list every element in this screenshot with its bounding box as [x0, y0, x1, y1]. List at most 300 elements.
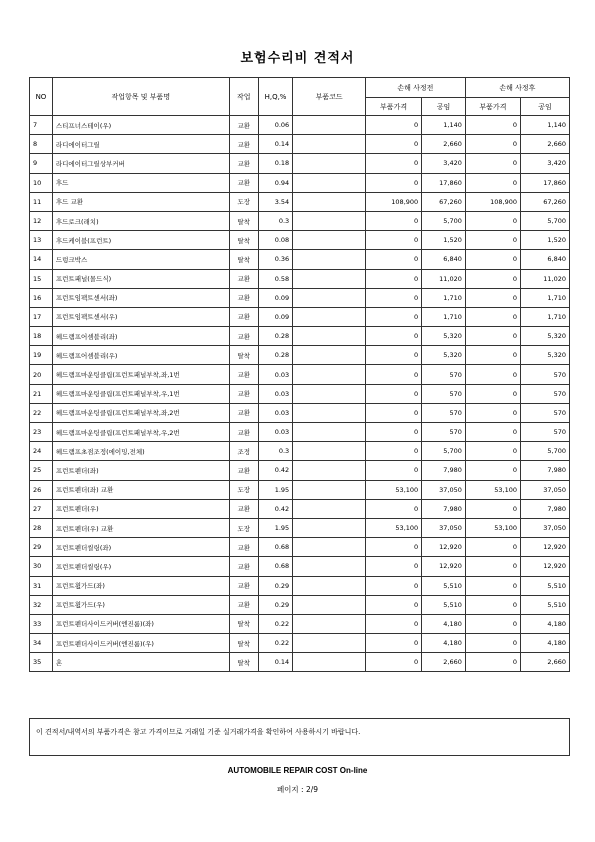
table-row: [30, 269, 570, 288]
row-part-code: [293, 307, 366, 326]
row-after-labor: 570: [521, 403, 570, 422]
row-hq: 0.36: [258, 250, 292, 269]
row-work-type: 교환: [229, 154, 258, 173]
row-no: 32: [30, 595, 53, 614]
row-part-code: [293, 442, 366, 461]
row-after-labor: 5,510: [521, 576, 570, 595]
row-after-part-price: 0: [465, 442, 520, 461]
header-part-code: 부품코드: [293, 78, 366, 116]
row-part-code: [293, 154, 366, 173]
row-hq: 0.28: [258, 346, 292, 365]
row-after-part-price: 0: [465, 346, 520, 365]
row-before-part-price: 0: [366, 557, 422, 576]
row-before-labor: 12,920: [422, 538, 466, 557]
estimate-table: [29, 77, 570, 672]
row-no: 7: [30, 116, 53, 135]
row-work-type: 교환: [229, 288, 258, 307]
row-after-labor: 17,860: [521, 173, 570, 192]
row-part-code: [293, 173, 366, 192]
row-after-labor: 570: [521, 423, 570, 442]
row-item-name: 헤드램프어셈블리(우): [52, 346, 229, 365]
row-before-part-price: 0: [366, 173, 422, 192]
row-before-labor: 4,180: [422, 634, 466, 653]
row-part-code: [293, 346, 366, 365]
row-before-part-price: 0: [366, 231, 422, 250]
row-after-part-price: 0: [465, 135, 520, 154]
row-before-part-price: 0: [366, 403, 422, 422]
row-hq: 0.08: [258, 231, 292, 250]
table-row: [30, 211, 570, 230]
row-before-part-price: 0: [366, 269, 422, 288]
row-hq: 0.58: [258, 269, 292, 288]
row-work-type: 교환: [229, 116, 258, 135]
row-before-labor: 6,840: [422, 250, 466, 269]
row-before-labor: 2,660: [422, 135, 466, 154]
header-before-assessment: 손해 사정전: [366, 78, 466, 98]
row-work-type: 교환: [229, 327, 258, 346]
row-hq: 0.68: [258, 538, 292, 557]
row-before-part-price: 0: [366, 365, 422, 384]
table-row: [30, 346, 570, 365]
row-hq: 0.22: [258, 614, 292, 633]
row-after-labor: 570: [521, 365, 570, 384]
row-work-type: 도장: [229, 192, 258, 211]
row-after-part-price: 0: [465, 499, 520, 518]
row-item-name: 라디에이터그릴: [52, 135, 229, 154]
row-after-labor: 12,920: [521, 538, 570, 557]
table-row: [30, 116, 570, 135]
row-before-labor: 5,320: [422, 327, 466, 346]
row-after-labor: 2,660: [521, 653, 570, 672]
row-after-part-price: 0: [465, 327, 520, 346]
table-row: [30, 250, 570, 269]
row-no: 21: [30, 384, 53, 403]
row-before-labor: 5,700: [422, 211, 466, 230]
row-before-part-price: 53,100: [366, 518, 422, 537]
row-item-name: 프런트펜더(좌): [52, 461, 229, 480]
row-no: 13: [30, 231, 53, 250]
header-after-part-price: 부품가격: [465, 98, 520, 116]
row-no: 9: [30, 154, 53, 173]
row-before-part-price: 0: [366, 653, 422, 672]
table-row: [30, 538, 570, 557]
row-item-name: 헤드램프마운팅클립(프런트패널부착,좌,1번: [52, 365, 229, 384]
row-before-labor: 37,050: [422, 518, 466, 537]
row-after-labor: 12,920: [521, 557, 570, 576]
table-row: [30, 557, 570, 576]
row-before-part-price: 0: [366, 595, 422, 614]
estimate-rows: [30, 116, 570, 672]
row-before-part-price: 0: [366, 135, 422, 154]
header-hq: H,Q,%: [258, 78, 292, 116]
row-before-labor: 4,180: [422, 614, 466, 633]
table-row: [30, 173, 570, 192]
row-work-type: 탈착: [229, 231, 258, 250]
table-row: [30, 231, 570, 250]
row-work-type: 교환: [229, 269, 258, 288]
row-work-type: 탈착: [229, 653, 258, 672]
row-before-part-price: 0: [366, 576, 422, 595]
page-number: 페이지 : 2/9: [276, 785, 319, 794]
row-after-part-price: 0: [465, 634, 520, 653]
row-no: 20: [30, 365, 53, 384]
price-notice-box: [29, 718, 570, 756]
row-before-part-price: 0: [366, 538, 422, 557]
row-item-name: 프런트휠가드(좌): [52, 576, 229, 595]
row-after-labor: 1,710: [521, 307, 570, 326]
row-before-part-price: 0: [366, 211, 422, 230]
row-item-name: 후드케이블(프런트): [52, 231, 229, 250]
row-after-labor: 3,420: [521, 154, 570, 173]
row-hq: 0.18: [258, 154, 292, 173]
row-part-code: [293, 423, 366, 442]
row-item-name: 후드 교환: [52, 192, 229, 211]
row-item-name: 후드로크(래치): [52, 211, 229, 230]
row-hq: 0.3: [258, 211, 292, 230]
row-work-type: 교환: [229, 365, 258, 384]
row-no: 16: [30, 288, 53, 307]
row-hq: 0.03: [258, 384, 292, 403]
row-before-labor: 1,710: [422, 288, 466, 307]
table-row: [30, 327, 570, 346]
row-before-labor: 37,050: [422, 480, 466, 499]
row-part-code: [293, 192, 366, 211]
row-item-name: 혼: [52, 653, 229, 672]
row-item-name: 프런트펜더(우): [52, 499, 229, 518]
row-hq: 0.42: [258, 461, 292, 480]
row-after-part-price: 0: [465, 116, 520, 135]
row-part-code: [293, 557, 366, 576]
row-no: 12: [30, 211, 53, 230]
row-no: 22: [30, 403, 53, 422]
table-row: [30, 614, 570, 633]
row-after-part-price: 0: [465, 231, 520, 250]
row-after-labor: 7,980: [521, 461, 570, 480]
row-hq: 0.09: [258, 307, 292, 326]
row-part-code: [293, 634, 366, 653]
row-hq: 0.03: [258, 423, 292, 442]
table-row: [30, 403, 570, 422]
row-after-labor: 11,020: [521, 269, 570, 288]
row-part-code: [293, 384, 366, 403]
row-hq: 0.22: [258, 634, 292, 653]
table-row: [30, 480, 570, 499]
row-before-labor: 1,520: [422, 231, 466, 250]
row-before-part-price: 0: [366, 634, 422, 653]
row-after-part-price: 0: [465, 538, 520, 557]
row-after-labor: 4,180: [521, 614, 570, 633]
row-work-type: 탈착: [229, 211, 258, 230]
row-item-name: 프런트임팩트센서(좌): [52, 288, 229, 307]
row-after-part-price: 0: [465, 595, 520, 614]
row-no: 27: [30, 499, 53, 518]
row-hq: 0.03: [258, 403, 292, 422]
row-hq: 0.14: [258, 653, 292, 672]
header-before-labor: 공임: [422, 98, 466, 116]
row-before-labor: 7,980: [422, 461, 466, 480]
table-row: [30, 461, 570, 480]
row-after-part-price: 0: [465, 250, 520, 269]
row-before-labor: 12,920: [422, 557, 466, 576]
row-work-type: 탈착: [229, 250, 258, 269]
row-before-part-price: 0: [366, 346, 422, 365]
row-part-code: [293, 365, 366, 384]
table-row: [30, 288, 570, 307]
row-before-part-price: 108,900: [366, 192, 422, 211]
row-no: 30: [30, 557, 53, 576]
row-work-type: 교환: [229, 461, 258, 480]
row-part-code: [293, 595, 366, 614]
table-row: [30, 518, 570, 537]
row-part-code: [293, 499, 366, 518]
row-before-part-price: 0: [366, 307, 422, 326]
row-no: 23: [30, 423, 53, 442]
row-no: 24: [30, 442, 53, 461]
row-item-name: 헤드램프마운팅클립(프런트패널부착,좌,2번: [52, 403, 229, 422]
row-no: 19: [30, 346, 53, 365]
row-after-labor: 5,700: [521, 211, 570, 230]
row-hq: 0.29: [258, 576, 292, 595]
row-after-part-price: 0: [465, 173, 520, 192]
row-after-labor: 37,050: [521, 480, 570, 499]
table-row: [30, 595, 570, 614]
row-work-type: 교환: [229, 595, 258, 614]
row-after-part-price: 53,100: [465, 518, 520, 537]
row-after-labor: 7,980: [521, 499, 570, 518]
row-after-labor: 5,320: [521, 346, 570, 365]
row-after-labor: 1,520: [521, 231, 570, 250]
row-no: 31: [30, 576, 53, 595]
row-before-labor: 570: [422, 384, 466, 403]
row-part-code: [293, 211, 366, 230]
table-row: [30, 576, 570, 595]
header-work: 작업: [229, 78, 258, 116]
row-hq: 0.14: [258, 135, 292, 154]
row-hq: 0.28: [258, 327, 292, 346]
row-work-type: 탈착: [229, 614, 258, 633]
row-work-type: 교환: [229, 576, 258, 595]
row-no: 26: [30, 480, 53, 499]
row-work-type: 교환: [229, 307, 258, 326]
row-before-labor: 67,260: [422, 192, 466, 211]
table-row: [30, 154, 570, 173]
row-before-part-price: 53,100: [366, 480, 422, 499]
row-after-part-price: 108,900: [465, 192, 520, 211]
row-before-labor: 11,020: [422, 269, 466, 288]
row-work-type: 교환: [229, 384, 258, 403]
row-part-code: [293, 327, 366, 346]
row-item-name: 프런트펜더씰링(우): [52, 557, 229, 576]
row-no: 35: [30, 653, 53, 672]
row-work-type: 조정: [229, 442, 258, 461]
row-after-labor: 1,710: [521, 288, 570, 307]
table-row: [30, 384, 570, 403]
row-no: 34: [30, 634, 53, 653]
row-part-code: [293, 461, 366, 480]
row-item-name: 프런트펜더씰링(좌): [52, 538, 229, 557]
row-work-type: 도장: [229, 480, 258, 499]
row-after-part-price: 0: [465, 307, 520, 326]
row-before-labor: 5,510: [422, 595, 466, 614]
header-after-assessment: 손해 사정후: [465, 78, 569, 98]
row-part-code: [293, 518, 366, 537]
document-title: 보험수리비 견적서: [240, 51, 355, 66]
row-item-name: 라디에이터그릴상부커버: [52, 154, 229, 173]
row-before-part-price: 0: [366, 442, 422, 461]
row-after-part-price: 0: [465, 576, 520, 595]
row-after-labor: 5,510: [521, 595, 570, 614]
table-row: [30, 653, 570, 672]
row-after-part-price: 0: [465, 403, 520, 422]
price-notice-text: 이 견적서/내역서의 부품가격은 참고 가격이므로 거래일 기준 실거래가격을 확인하여 사용하시기 바랍니다.: [36, 728, 361, 736]
row-after-labor: 4,180: [521, 634, 570, 653]
row-no: 10: [30, 173, 53, 192]
row-before-part-price: 0: [366, 116, 422, 135]
row-work-type: 교환: [229, 499, 258, 518]
row-before-labor: 1,710: [422, 307, 466, 326]
header-item: 작업항목 및 부품명: [52, 78, 229, 116]
row-before-labor: 5,510: [422, 576, 466, 595]
row-before-labor: 570: [422, 423, 466, 442]
row-hq: 0.29: [258, 595, 292, 614]
row-work-type: 교환: [229, 403, 258, 422]
row-item-name: 프런트펜더사이드커버(엔진룸)(좌): [52, 614, 229, 633]
row-no: 18: [30, 327, 53, 346]
row-hq: 0.06: [258, 116, 292, 135]
row-item-name: 스티프너스테이(우): [52, 116, 229, 135]
row-item-name: 프런트임팩트센서(우): [52, 307, 229, 326]
row-item-name: 프런트펜더사이드커버(엔진룸)(우): [52, 634, 229, 653]
row-item-name: 프런트휠가드(우): [52, 595, 229, 614]
row-hq: 1.95: [258, 480, 292, 499]
table-row: [30, 442, 570, 461]
table-row: [30, 307, 570, 326]
row-item-name: 드렁크박스: [52, 250, 229, 269]
row-before-part-price: 0: [366, 423, 422, 442]
row-item-name: 헤드램프마운팅클립(프런트패널부착,우,2번: [52, 423, 229, 442]
row-part-code: [293, 269, 366, 288]
row-no: 8: [30, 135, 53, 154]
row-hq: 0.09: [258, 288, 292, 307]
table-row: [30, 192, 570, 211]
row-work-type: 탈착: [229, 634, 258, 653]
row-work-type: 도장: [229, 518, 258, 537]
row-after-labor: 5,700: [521, 442, 570, 461]
row-part-code: [293, 250, 366, 269]
row-after-part-price: 0: [465, 614, 520, 633]
row-hq: 0.03: [258, 365, 292, 384]
row-item-name: 헤드램프어셈블리(좌): [52, 327, 229, 346]
row-no: 17: [30, 307, 53, 326]
row-after-labor: 5,320: [521, 327, 570, 346]
table-row: [30, 423, 570, 442]
row-before-labor: 5,700: [422, 442, 466, 461]
table-row: [30, 365, 570, 384]
row-no: 15: [30, 269, 53, 288]
row-hq: 0.3: [258, 442, 292, 461]
row-before-labor: 5,320: [422, 346, 466, 365]
row-before-part-price: 0: [366, 288, 422, 307]
row-before-labor: 570: [422, 365, 466, 384]
row-before-part-price: 0: [366, 384, 422, 403]
header-no: NO: [30, 78, 53, 116]
table-row: [30, 499, 570, 518]
header-before-part-price: 부품가격: [366, 98, 422, 116]
row-after-part-price: 53,100: [465, 480, 520, 499]
row-no: 14: [30, 250, 53, 269]
row-before-labor: 17,860: [422, 173, 466, 192]
row-part-code: [293, 653, 366, 672]
row-no: 33: [30, 614, 53, 633]
row-item-name: 프런트패널(몰드식): [52, 269, 229, 288]
row-item-name: 프런트펜더(좌) 교환: [52, 480, 229, 499]
row-after-part-price: 0: [465, 288, 520, 307]
row-before-labor: 570: [422, 403, 466, 422]
row-after-labor: 37,050: [521, 518, 570, 537]
footer-brand: AUTOMOBILE REPAIR COST On-line: [227, 766, 368, 775]
row-item-name: 헤드램프초점조정(에이밍,전체): [52, 442, 229, 461]
table-row: [30, 634, 570, 653]
row-no: 29: [30, 538, 53, 557]
row-before-part-price: 0: [366, 614, 422, 633]
row-no: 25: [30, 461, 53, 480]
row-part-code: [293, 116, 366, 135]
row-work-type: 교환: [229, 173, 258, 192]
row-hq: 1.95: [258, 518, 292, 537]
row-hq: 0.68: [258, 557, 292, 576]
row-before-part-price: 0: [366, 154, 422, 173]
table-row: [30, 135, 570, 154]
row-no: 28: [30, 518, 53, 537]
row-after-part-price: 0: [465, 557, 520, 576]
row-after-labor: 570: [521, 384, 570, 403]
row-after-part-price: 0: [465, 423, 520, 442]
row-before-labor: 2,660: [422, 653, 466, 672]
row-part-code: [293, 403, 366, 422]
row-work-type: 교환: [229, 135, 258, 154]
row-after-labor: 2,660: [521, 135, 570, 154]
row-item-name: 프런트펜더(우) 교환: [52, 518, 229, 537]
row-after-part-price: 0: [465, 269, 520, 288]
row-after-part-price: 0: [465, 653, 520, 672]
row-part-code: [293, 231, 366, 250]
row-hq: 0.42: [258, 499, 292, 518]
row-part-code: [293, 288, 366, 307]
row-after-part-price: 0: [465, 211, 520, 230]
row-part-code: [293, 614, 366, 633]
row-work-type: 교환: [229, 538, 258, 557]
row-part-code: [293, 538, 366, 557]
row-before-part-price: 0: [366, 461, 422, 480]
row-item-name: 후드: [52, 173, 229, 192]
row-after-labor: 6,840: [521, 250, 570, 269]
row-item-name: 헤드램프마운팅클립(프런트패널부착,우,1번: [52, 384, 229, 403]
row-after-part-price: 0: [465, 384, 520, 403]
row-after-part-price: 0: [465, 365, 520, 384]
row-before-part-price: 0: [366, 327, 422, 346]
row-hq: 3.54: [258, 192, 292, 211]
row-before-labor: 3,420: [422, 154, 466, 173]
row-part-code: [293, 576, 366, 595]
row-part-code: [293, 135, 366, 154]
row-before-labor: 1,140: [422, 116, 466, 135]
row-after-labor: 67,260: [521, 192, 570, 211]
row-work-type: 탈착: [229, 346, 258, 365]
row-after-part-price: 0: [465, 154, 520, 173]
row-hq: 0.94: [258, 173, 292, 192]
row-before-labor: 7,980: [422, 499, 466, 518]
row-after-part-price: 0: [465, 461, 520, 480]
